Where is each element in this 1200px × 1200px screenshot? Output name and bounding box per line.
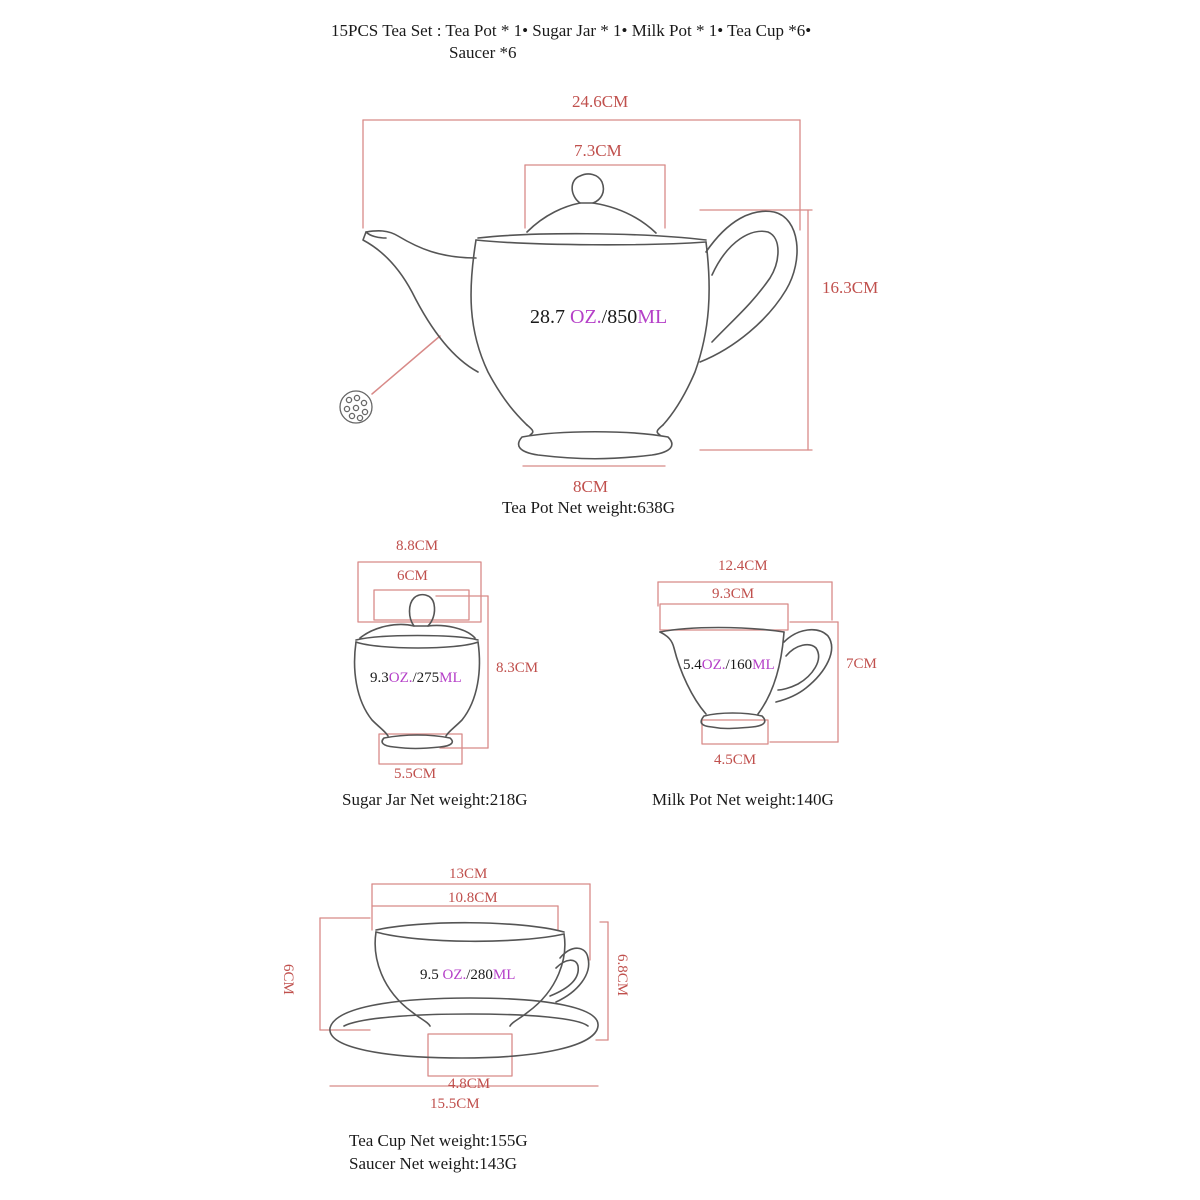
set-contents-line2: Saucer *6 (449, 43, 517, 62)
sugar-jar-capacity: 9.3OZ./275ML (370, 670, 462, 686)
milk-pot-weight-caption: Milk Pot Net weight:140G (652, 790, 834, 809)
tea-cup-dimension-lines (320, 884, 608, 1086)
teapot-base-width-label: 8CM (573, 477, 608, 496)
sugar-jar-dimension-lines (358, 562, 488, 764)
milk-pot-capacity: 5.4OZ./160ML (683, 657, 775, 673)
teapot-weight-caption: Tea Pot Net weight:638G (502, 498, 676, 517)
tea-cup-total-height-label: 6.8CM (614, 954, 630, 997)
sugar-jar-lid-width-label: 6CM (397, 568, 428, 584)
teapot-total-width-label: 24.6CM (572, 92, 629, 111)
teapot-capacity: 28.7 OZ./850ML (530, 306, 668, 328)
set-contents-line1: 15PCS Tea Set : Tea Pot * 1• Sugar Jar * 1• Milk Pot * 1• Tea Cup *6• (331, 21, 812, 40)
tea-cup-total-width-label: 13CM (449, 866, 488, 882)
sugar-jar-height-label: 8.3CM (496, 660, 539, 676)
sugar-jar-weight-caption: Sugar Jar Net weight:218G (342, 790, 528, 809)
sugar-jar-total-width-label: 8.8CM (396, 538, 439, 554)
saucer-weight-caption: Saucer Net weight:143G (349, 1154, 518, 1173)
tea-cup-capacity: 9.5 OZ./280ML (420, 967, 516, 983)
teapot-height-label: 16.3CM (822, 278, 879, 297)
tea-cup-outline (330, 923, 598, 1058)
milk-pot-height-label: 7CM (846, 656, 877, 672)
tea-cup-rim-width-label: 10.8CM (448, 890, 498, 906)
tea-cup-weight-caption: Tea Cup Net weight:155G (349, 1131, 528, 1150)
tea-cup-base-width-label: 4.8CM (448, 1076, 491, 1092)
tea-cup-height-label: 6CM (280, 964, 296, 995)
teapot-lid-width-label: 7.3CM (574, 141, 622, 160)
saucer-width-label: 15.5CM (430, 1096, 480, 1112)
sugar-jar-base-width-label: 5.5CM (394, 766, 437, 782)
milk-pot-base-width-label: 4.5CM (714, 752, 757, 768)
milk-pot-mouth-width-label: 9.3CM (712, 586, 755, 602)
milk-pot-outline (660, 628, 832, 729)
strainer-icon (340, 391, 372, 423)
milk-pot-total-width-label: 12.4CM (718, 558, 768, 574)
teapot-dimension-lines (363, 120, 812, 466)
